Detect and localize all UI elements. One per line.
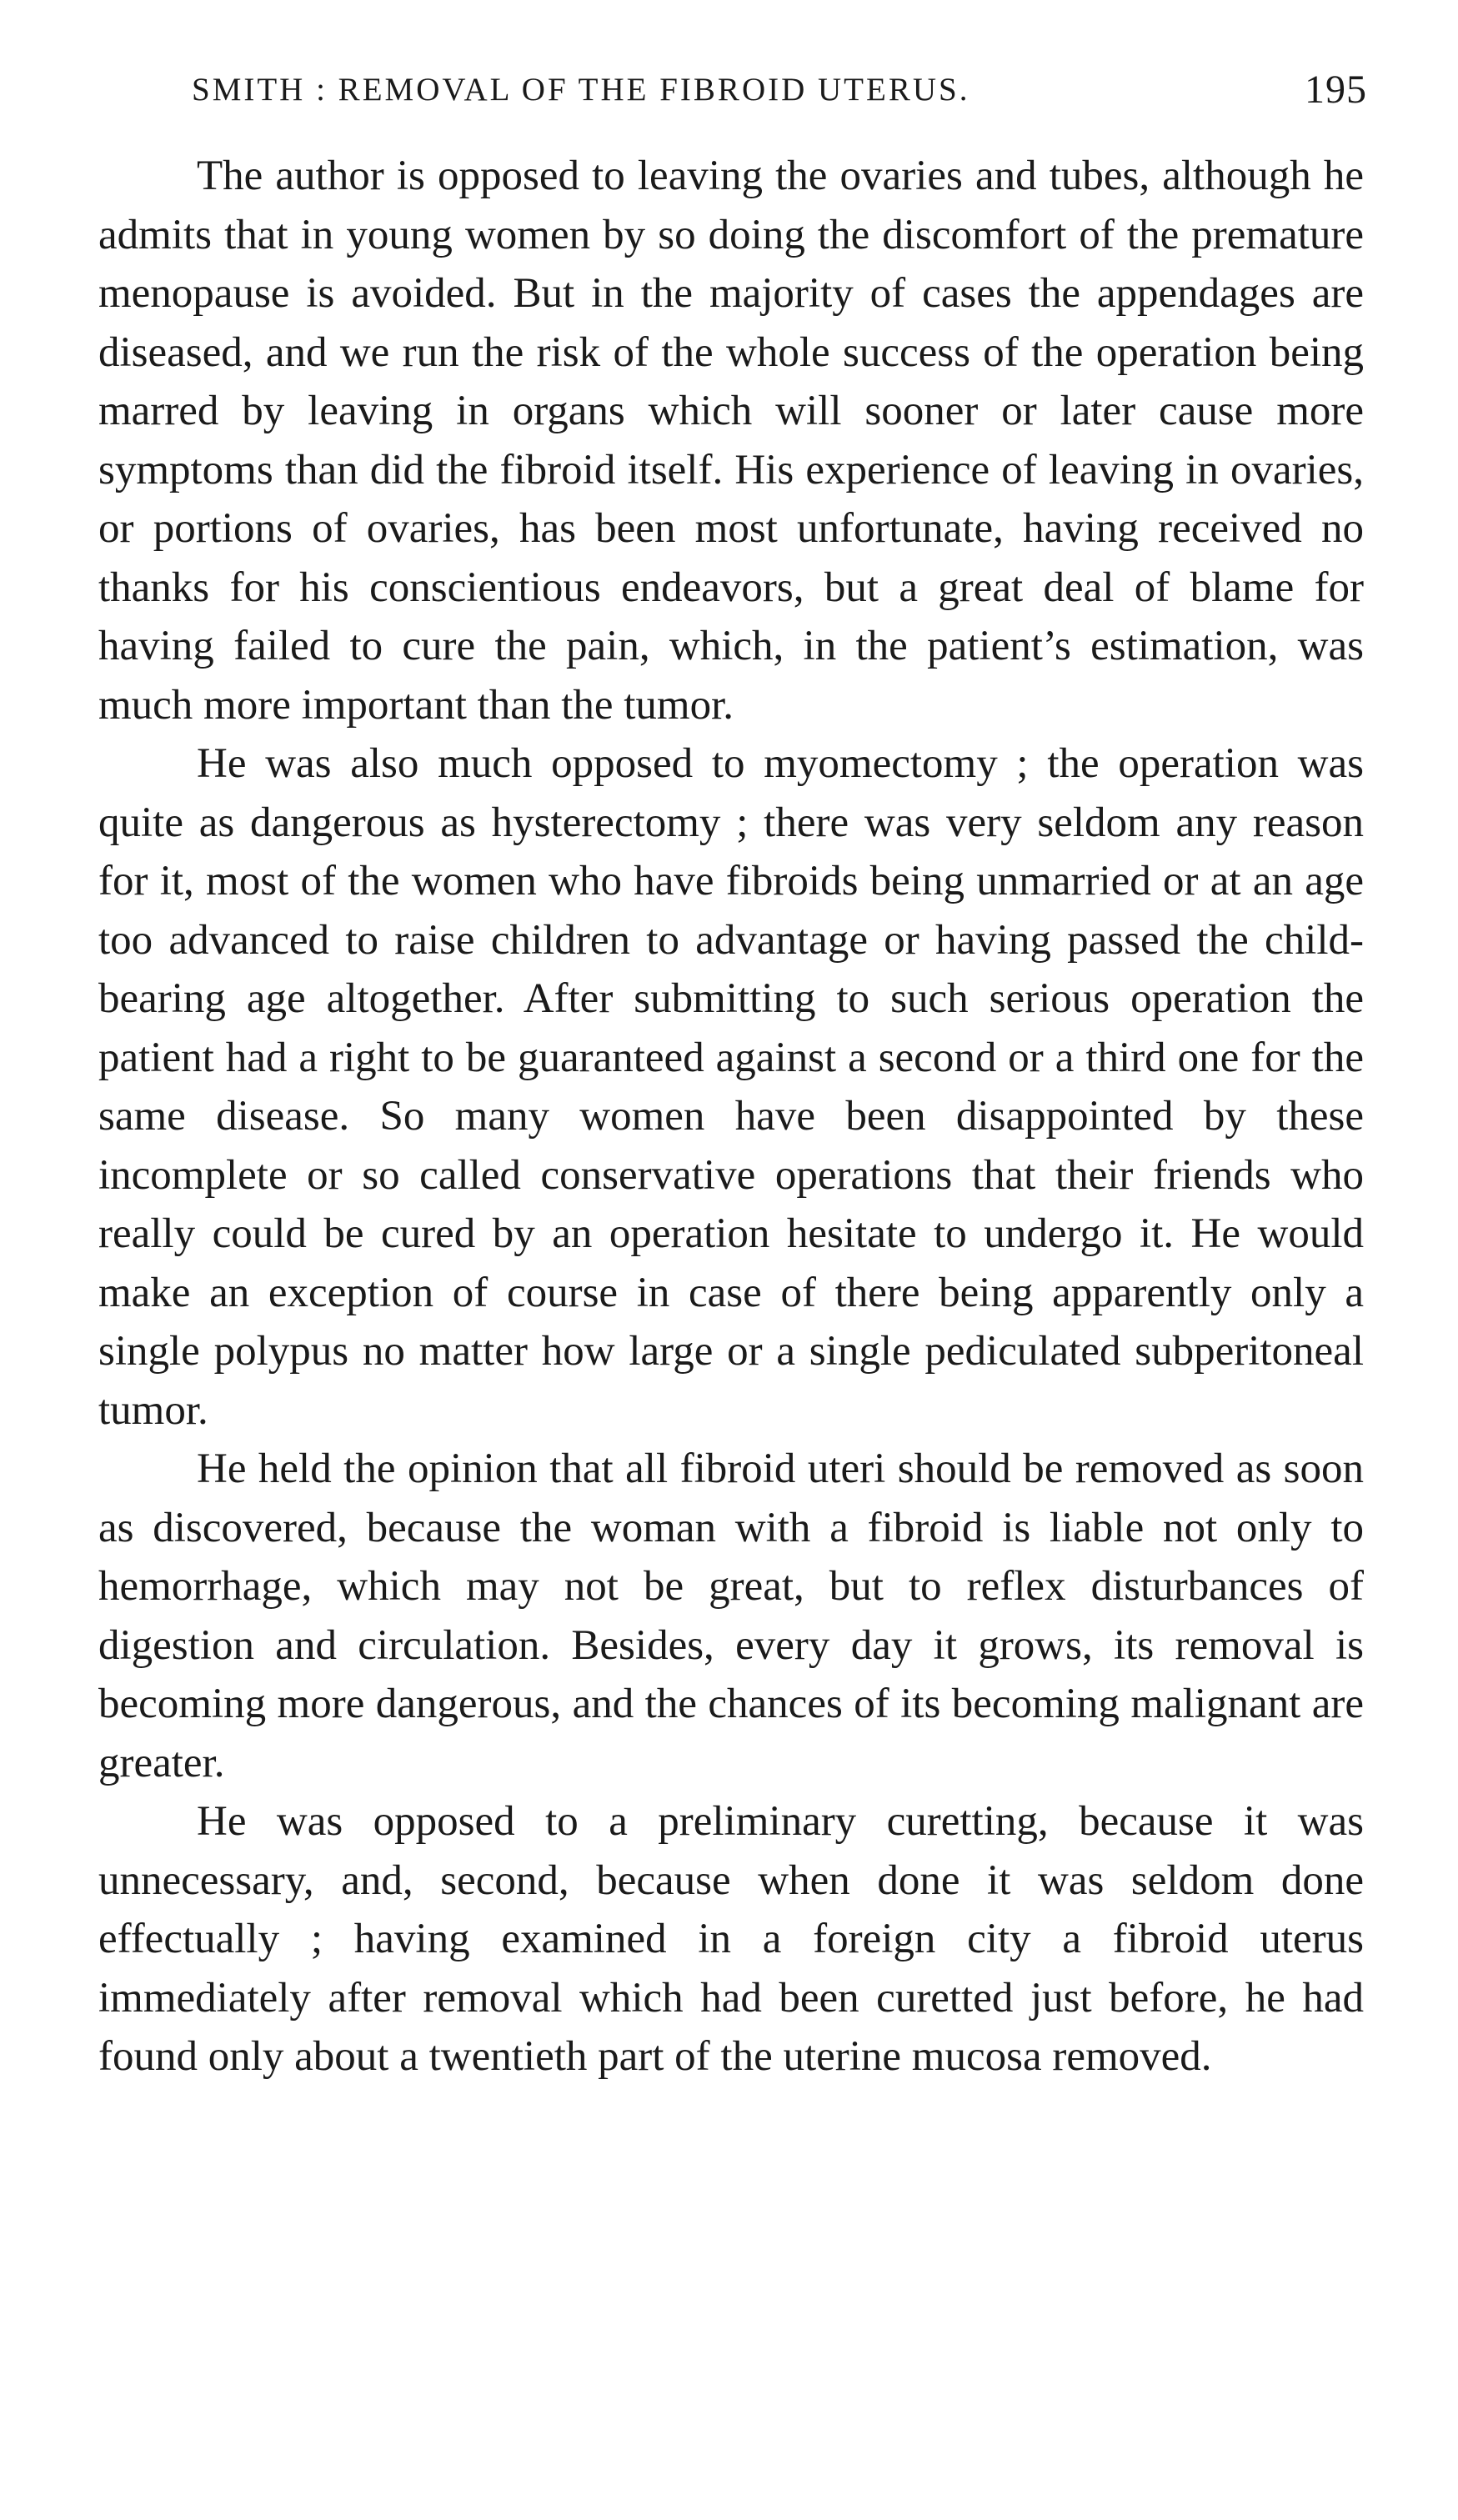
paragraph-2: He was also much opposed to myomectomy ; the operation was quite as dangerous as hysterectomy ; there was very seldom any reason for it, most of the women who have fibroids being unmarried or at an age too advanced to raise children to advantage or having passed the child-bearing age altogether. After submitting to such serious operation the patient had a right to be guaranteed against a second or a third one for the same disease. So many women have been disappointed by these incomplete or so called conservative operations that their friends who really could be cured by an operation hesitate to undergo it. He would make an exception of course in case of there being apparently only a single polypus no matter how large or a single pediculated subperitoneal tumor. xyxy=(98,740,1364,1434)
running-title: SMITH : REMOVAL OF THE FIBROID UTERUS. xyxy=(192,72,970,108)
body-text xyxy=(98,147,1364,2087)
paragraph-3: He held the opinion that all fibroid uteri should be removed as soon as discovered, because the woman with a fibroid is liable not only to hemorrhage, which may not be great, but to reflex disturbances of digestion and circulation. Besides, every day it grows, its removal is becoming more dangerous, and the chances of its becoming malignant are greater. xyxy=(98,1445,1364,1786)
paragraph-1: The author is opposed to leaving the ovaries and tubes, although he admits that in young women by so doing the discomfort of the premature menopause is avoided. But in the majority of cases the appendages are diseased, and we run the risk of the whole success of the operation being marred by leaving in organs which will sooner or later cause more symptoms than did the fibroid itself. His experience of leaving in ovaries, or portions of ovaries, has been most unfortunate, having received no thanks for his conscientious endeavors, but a great deal of blame for having failed to cure the pain, which, in the patient’s estimation, was much more important than the tumor. xyxy=(98,153,1364,729)
paragraph-4: He was opposed to a preliminary curetting, because it was unnecessary, and, second, because when done it was seldom done effectually ; having examined in a foreign city a fibroid uterus immediately after removal which had been curetted just before, he had found only about a twentieth part of the uterine mucosa removed. xyxy=(98,1798,1364,2080)
page-number: 195 xyxy=(1305,68,1367,112)
